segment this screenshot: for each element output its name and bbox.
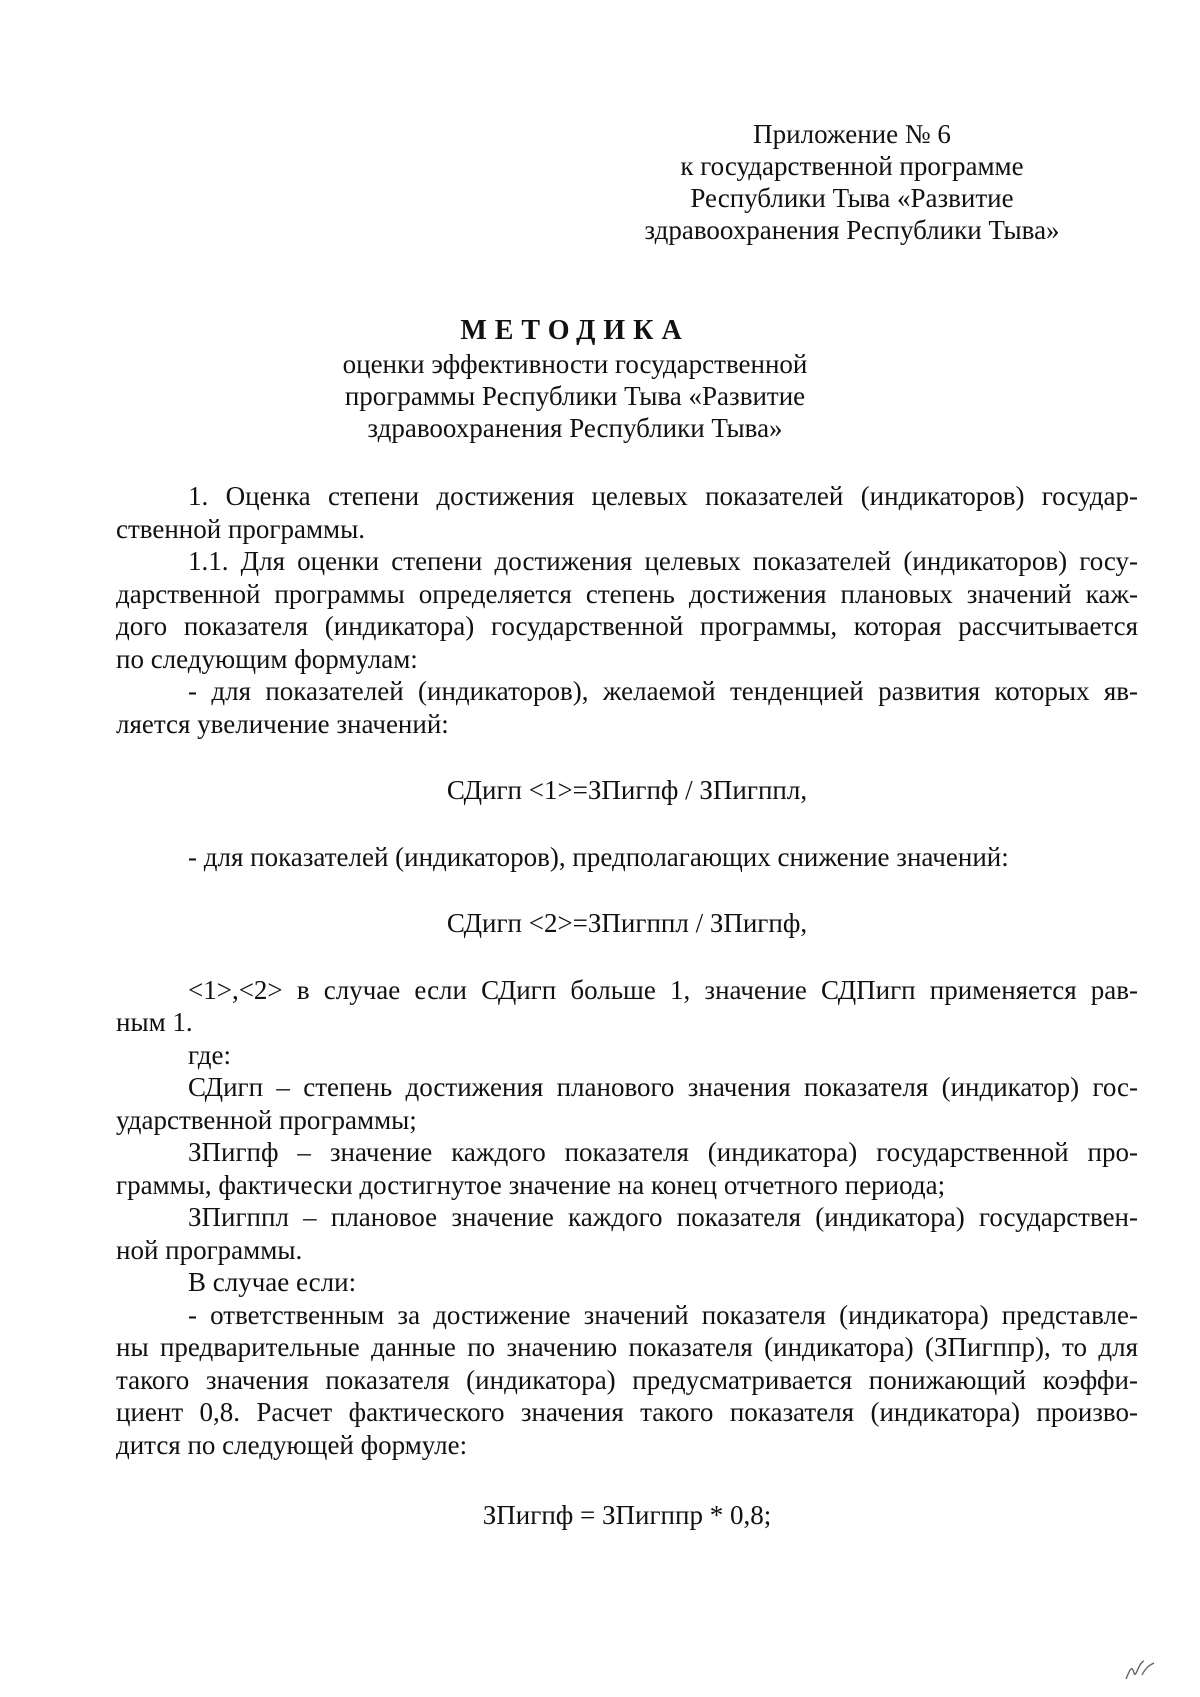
paragraph-line: ЗПигпф – значение каждого показателя (индикатора) государственной про-	[188, 1137, 1138, 1167]
document-body	[116, 480, 1138, 1566]
paragraph-line: 1.1. Для оценки степени достижения целевых показателей (индикаторов) госу-	[188, 546, 1138, 576]
formula-decrease: СДигп <2>=ЗПигппл / ЗПигпф,	[446, 908, 808, 938]
paragraph-line: по следующим формулам:	[116, 643, 418, 674]
paragraph-line: СДигп – степень достижения планового значения показателя (индикатор) гос-	[188, 1072, 1138, 1102]
subtitle-line: программы Республики Тыва «Развитие	[344, 381, 806, 411]
appendix-line: Республики Тыва «Развитие	[690, 183, 1014, 213]
paragraph-line: дарственной программы определяется степень достижения плановых значений каж-	[116, 578, 1138, 609]
subtitle-line: здравоохранения Республики Тыва»	[367, 413, 783, 443]
paragraph-line: В случае если:	[188, 1267, 357, 1297]
subtitle-line: оценки эффективности государственной	[342, 349, 808, 379]
appendix-line: Приложение № 6	[753, 119, 951, 149]
handwritten-mark-icon	[1120, 1655, 1160, 1683]
paragraph-line: такого значения показателя (индикатора) предусматривается понижающий коэффи-	[116, 1364, 1138, 1395]
appendix-line: к государственной программе	[680, 151, 1024, 181]
paragraph-line: дого показателя (индикатора) государственной программы, которая рассчитывается	[116, 611, 1138, 641]
paragraph-line: <1>,<2> в случае если СДигп больше 1, значение СДПигп применяется рав-	[188, 974, 1138, 1005]
paragraph-line: ляется увеличение значений:	[116, 708, 449, 739]
paragraph-line: дится по следующей формуле:	[116, 1429, 468, 1460]
document-title: МЕТОДИКА	[460, 315, 690, 346]
paragraph-line: - для показателей (индикаторов), предполагающих снижение значений:	[188, 841, 1009, 872]
paragraph-line: циент 0,8. Расчет фактического значения такого показателя (индикатора) произво-	[116, 1397, 1138, 1427]
document-subtitle	[280, 348, 870, 444]
paragraph-line: ЗПигппл – плановое значение каждого показателя (индикатора) государствен-	[188, 1202, 1138, 1232]
paragraph-line: ственной программы.	[116, 513, 366, 544]
formula-increase: СДигп <1>=ЗПигпф / ЗПигппл,	[446, 775, 808, 805]
paragraph-line: - для показателей (индикаторов), желаемой тенденцией развития которых яв-	[188, 676, 1138, 706]
formula-preliminary: ЗПигпф = ЗПигппр * 0,8;	[482, 1500, 772, 1530]
appendix-header	[592, 118, 1112, 246]
paragraph-line: ны предварительные данные по значению показателя (индикатора) (ЗПигппр), то для	[116, 1332, 1138, 1362]
appendix-line: здравоохранения Республики Тыва»	[644, 215, 1060, 245]
document-title-block	[280, 314, 870, 444]
paragraph-line: - ответственным за достижение значений показателя (индикатора) представле-	[188, 1299, 1138, 1330]
paragraph-line: где:	[188, 1039, 231, 1070]
paragraph-line: 1. Оценка степени достижения целевых показателей (индикаторов) государ-	[188, 481, 1138, 511]
paragraph-line: ной программы.	[116, 1234, 303, 1265]
paragraph-line: ударственной программы;	[116, 1104, 417, 1135]
paragraph-line: ным 1.	[116, 1007, 193, 1037]
paragraph-line: граммы, фактически достигнутое значение на конец отчетного периода;	[116, 1169, 946, 1200]
